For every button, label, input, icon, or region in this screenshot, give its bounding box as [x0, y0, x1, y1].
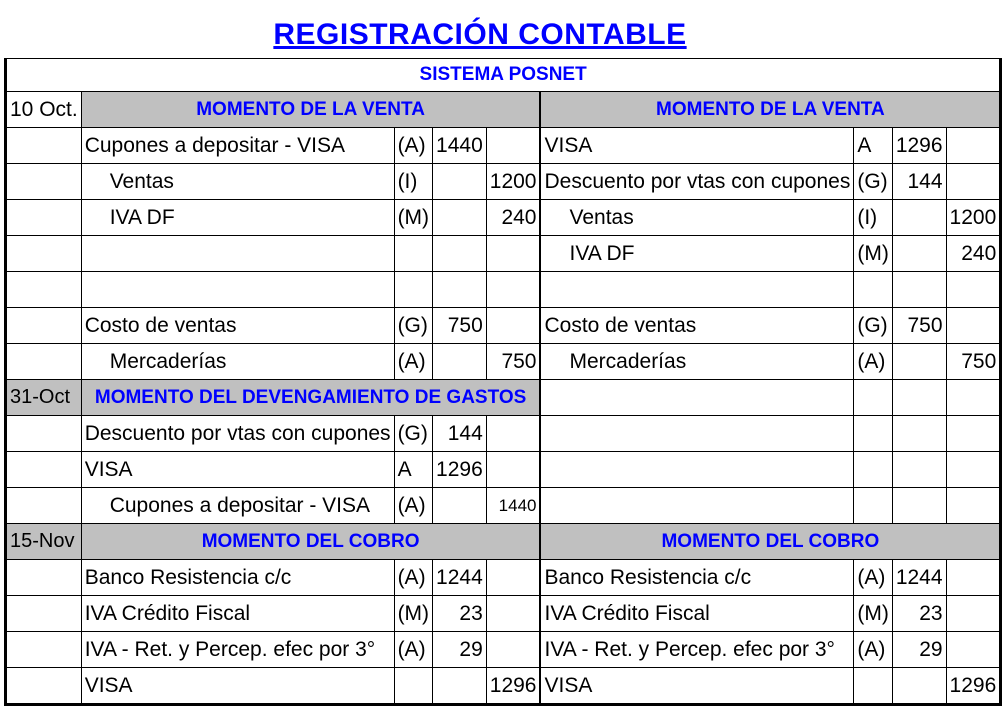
debit-value: [433, 344, 487, 380]
account-type: [854, 272, 892, 308]
account-type: (A): [394, 128, 432, 164]
account-type: (A): [394, 488, 432, 524]
accounting-journal-table: [4, 58, 1002, 706]
account-type: (G): [394, 416, 432, 452]
debit-value: 1440: [433, 128, 487, 164]
section-header-right: MOMENTO DEL COBRO: [541, 524, 1001, 560]
empty-cell: [892, 380, 946, 416]
debit-value: 750: [433, 308, 487, 344]
account-name: Cupones a depositar - VISA: [81, 488, 394, 524]
date-cell: [6, 596, 82, 632]
credit-value: [946, 128, 1001, 164]
account-type: [394, 236, 432, 272]
account-name: Cupones a depositar - VISA: [81, 128, 394, 164]
account-type: (A): [854, 560, 892, 596]
debit-value: 144: [433, 416, 487, 452]
account-type: (I): [854, 200, 892, 236]
account-type: (A): [854, 344, 892, 380]
table-row: [6, 416, 1001, 452]
account-name: Costo de ventas: [81, 308, 394, 344]
credit-value: 1296: [486, 668, 540, 705]
account-type: (A): [394, 560, 432, 596]
debit-value: [892, 452, 946, 488]
debit-value: 1296: [433, 452, 487, 488]
credit-value: 1200: [946, 200, 1001, 236]
empty-cell: [946, 380, 1001, 416]
credit-value: [486, 632, 540, 668]
credit-value: [946, 164, 1001, 200]
debit-value: 29: [433, 632, 487, 668]
credit-value: [946, 488, 1001, 524]
account-name: IVA Crédito Fiscal: [541, 596, 854, 632]
account-type: (G): [854, 164, 892, 200]
account-name: Mercaderías: [541, 344, 854, 380]
debit-value: [433, 668, 487, 705]
table-row: [6, 560, 1001, 596]
credit-value: 240: [946, 236, 1001, 272]
date-cell: 31-Oct: [6, 380, 82, 416]
table-row: [6, 596, 1001, 632]
account-name: VISA: [541, 128, 854, 164]
credit-value: [946, 308, 1001, 344]
debit-value: [892, 236, 946, 272]
account-name: IVA - Ret. y Percep. efec por 3°: [541, 632, 854, 668]
account-type: (M): [854, 236, 892, 272]
account-name: IVA DF: [541, 236, 854, 272]
account-type: (A): [394, 632, 432, 668]
table-row: [6, 632, 1001, 668]
account-name: IVA Crédito Fiscal: [81, 596, 394, 632]
account-name: VISA: [541, 668, 854, 705]
credit-value: [946, 272, 1001, 308]
account-name: Banco Resistencia c/c: [81, 560, 394, 596]
debit-value: 29: [892, 632, 946, 668]
debit-value: [433, 236, 487, 272]
account-type: [854, 452, 892, 488]
section-header-venta: [6, 92, 1001, 128]
table-row: [6, 128, 1001, 164]
account-type: (A): [854, 632, 892, 668]
debit-value: 144: [892, 164, 946, 200]
credit-value: [946, 596, 1001, 632]
credit-value: [486, 560, 540, 596]
date-cell: [6, 488, 82, 524]
table-row: [6, 164, 1001, 200]
debit-value: [433, 200, 487, 236]
account-name: VISA: [81, 452, 394, 488]
account-type: (M): [854, 596, 892, 632]
debit-value: 23: [892, 596, 946, 632]
credit-value: [486, 308, 540, 344]
date-cell: [6, 308, 82, 344]
credit-value: 1440: [486, 488, 540, 524]
account-type: [854, 416, 892, 452]
empty-cell: [541, 380, 854, 416]
date-cell: [6, 668, 82, 705]
account-name: Costo de ventas: [541, 308, 854, 344]
section-header-left: MOMENTO DEL DEVENGAMIENTO DE GASTOS: [81, 380, 540, 416]
account-name: VISA: [81, 668, 394, 705]
debit-value: [433, 272, 487, 308]
account-name: [541, 416, 854, 452]
section-header-devengamiento: [6, 380, 1001, 416]
account-type: (G): [854, 308, 892, 344]
table-row: [6, 200, 1001, 236]
account-name: Banco Resistencia c/c: [541, 560, 854, 596]
date-cell: [6, 344, 82, 380]
table-row: [6, 308, 1001, 344]
date-cell: 15-Nov: [6, 524, 82, 560]
table-row: [6, 668, 1001, 705]
debit-value: 23: [433, 596, 487, 632]
account-name: Descuento por vtas con cupones: [541, 164, 854, 200]
account-type: (M): [394, 200, 432, 236]
account-type: (G): [394, 308, 432, 344]
date-cell: [6, 236, 82, 272]
date-cell: [6, 560, 82, 596]
credit-value: [946, 560, 1001, 596]
debit-value: [892, 488, 946, 524]
credit-value: [486, 596, 540, 632]
account-name: [541, 272, 854, 308]
date-cell: [6, 200, 82, 236]
account-type: [854, 668, 892, 705]
debit-value: 1244: [433, 560, 487, 596]
account-name: Mercaderías: [81, 344, 394, 380]
date-cell: [6, 632, 82, 668]
debit-value: 750: [892, 308, 946, 344]
account-name: IVA DF: [81, 200, 394, 236]
credit-value: [486, 416, 540, 452]
credit-value: [486, 452, 540, 488]
account-name: [541, 452, 854, 488]
account-name: [81, 236, 394, 272]
date-cell: [6, 128, 82, 164]
debit-value: 1296: [892, 128, 946, 164]
credit-value: 1200: [486, 164, 540, 200]
account-type: A: [854, 128, 892, 164]
empty-cell: [854, 380, 892, 416]
section-header-right: MOMENTO DE LA VENTA: [541, 92, 1001, 128]
debit-value: [892, 272, 946, 308]
debit-value: [433, 488, 487, 524]
account-type: (I): [394, 164, 432, 200]
date-cell: [6, 272, 82, 308]
credit-value: 750: [486, 344, 540, 380]
section-header-left: MOMENTO DEL COBRO: [81, 524, 540, 560]
table-row: [6, 488, 1001, 524]
account-name: Ventas: [541, 200, 854, 236]
debit-value: [433, 164, 487, 200]
account-type: [854, 488, 892, 524]
credit-value: 1296: [946, 668, 1001, 705]
account-type: [394, 668, 432, 705]
section-header-left: MOMENTO DE LA VENTA: [81, 92, 540, 128]
account-name: [81, 272, 394, 308]
page-title: REGISTRACIÓN CONTABLE: [273, 18, 687, 51]
date-cell: [6, 164, 82, 200]
credit-value: [486, 236, 540, 272]
account-name: Ventas: [81, 164, 394, 200]
credit-value: [946, 452, 1001, 488]
credit-value: [946, 416, 1001, 452]
system-title: SISTEMA POSNET: [6, 59, 1001, 92]
account-name: IVA - Ret. y Percep. efec por 3°: [81, 632, 394, 668]
credit-value: 240: [486, 200, 540, 236]
table-row: [6, 452, 1001, 488]
credit-value: [486, 272, 540, 308]
debit-value: [892, 200, 946, 236]
account-type: A: [394, 452, 432, 488]
credit-value: [486, 128, 540, 164]
account-type: [394, 272, 432, 308]
debit-value: [892, 416, 946, 452]
credit-value: [946, 632, 1001, 668]
system-row: [6, 59, 1001, 92]
date-cell: [6, 452, 82, 488]
account-type: (A): [394, 344, 432, 380]
debit-value: [892, 668, 946, 705]
credit-value: 750: [946, 344, 1001, 380]
table-row: [6, 236, 1001, 272]
debit-value: 1244: [892, 560, 946, 596]
date-cell: 10 Oct.: [6, 92, 82, 128]
date-cell: [6, 416, 82, 452]
account-name: [541, 488, 854, 524]
table-row: [6, 344, 1001, 380]
debit-value: [892, 344, 946, 380]
table-row: [6, 272, 1001, 308]
section-header-cobro: [6, 524, 1001, 560]
account-name: Descuento por vtas con cupones: [81, 416, 394, 452]
account-type: (M): [394, 596, 432, 632]
